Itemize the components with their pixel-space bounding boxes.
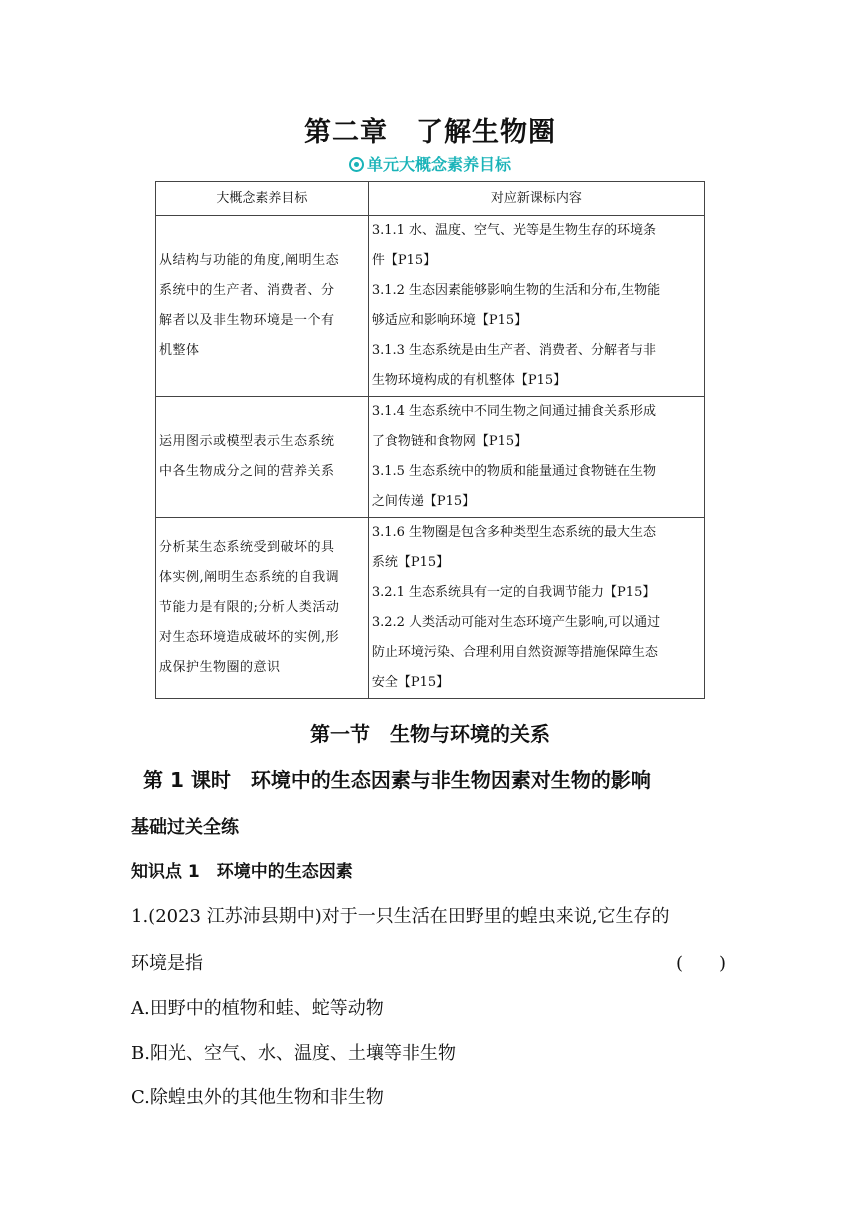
lesson-title: 第 1 课时 环境中的生态因素与非生物因素对生物的影响 (143, 768, 651, 792)
basic-practice-heading: 基础过关全练 (131, 817, 239, 838)
goal-line: 中各生物成分之间的营养关系 (159, 464, 335, 479)
goal-cell (156, 518, 369, 699)
content-cell (368, 518, 704, 699)
content-line: 够适应和影响环境【P15】 (371, 313, 528, 328)
content-line: 3.1.2 生态因素能够影响生物的生活和分布,生物能 (371, 283, 661, 298)
content-line: 3.1.5 生态系统中的物质和能量通过食物链在生物 (371, 464, 657, 479)
option-c: C.除蝗虫外的其他生物和非生物 (131, 1087, 384, 1108)
answer-parentheses: ( ) (676, 953, 727, 974)
content-line: 件【P15】 (371, 253, 437, 268)
table-header-row (156, 182, 705, 216)
option-a: A.田野中的植物和蛙、蛇等动物 (131, 998, 384, 1019)
goal-line: 成保护生物圈的意识 (159, 660, 281, 675)
question-stem-line1: 1.(2023 江苏沛县期中)对于一只生活在田野里的蝗虫来说,它生存的 (131, 906, 670, 927)
header-goal: 大概念素养目标 (156, 182, 369, 216)
goal-line: 运用图示或模型表示生态系统 (159, 434, 335, 449)
goal-line: 分析某生态系统受到破坏的具 (159, 540, 335, 555)
knowledge-point-heading: 知识点 1 环境中的生态因素 (131, 862, 353, 882)
goal-line: 解者以及非生物环境是一个有 (159, 313, 335, 328)
content-line: 3.1.4 生态系统中不同生物之间通过捕食关系形成 (371, 404, 657, 419)
content-line: 生物环境构成的有机整体【P15】 (371, 373, 567, 388)
content-line: 3.2.1 生态系统具有一定的自我调节能力【P15】 (371, 585, 656, 600)
content-line: 了食物链和食物网【P15】 (371, 434, 528, 449)
goal-line: 机整体 (159, 343, 200, 358)
content-line: 之间传递【P15】 (371, 494, 476, 509)
chapter-title: 第二章 了解生物圈 (304, 117, 556, 148)
section-title: 第一节 生物与环境的关系 (310, 722, 550, 746)
goal-cell (156, 397, 369, 518)
subtitle-text: 单元大概念素养目标 (366, 155, 511, 174)
header-content: 对应新课标内容 (368, 182, 704, 216)
content-line: 安全【P15】 (371, 675, 450, 690)
goals-table (155, 181, 705, 699)
table-row (156, 216, 705, 397)
content-line: 防止环境污染、合理利用自然资源等措施保障生态 (371, 645, 658, 660)
goal-line: 体实例,阐明生态系统的自我调 (159, 570, 340, 585)
content-line: 3.2.2 人类活动可能对生态环境产生影响,可以通过 (371, 615, 661, 630)
unit-goal-subtitle (0, 152, 860, 175)
table-row (156, 397, 705, 518)
option-b: B.阳光、空气、水、温度、土壤等非生物 (131, 1043, 456, 1064)
content-cell (368, 397, 704, 518)
content-line: 3.1.6 生物圈是包含多种类型生态系统的最大生态 (371, 525, 657, 540)
content-cell (368, 216, 704, 397)
goal-line: 从结构与功能的角度,阐明生态 (159, 253, 340, 268)
goal-line: 对生态环境造成破坏的实例,形 (159, 630, 340, 645)
content-line: 3.1.3 生态系统是由生产者、消费者、分解者与非 (371, 343, 657, 358)
goal-cell (156, 216, 369, 397)
target-icon (349, 157, 364, 172)
content-line: 3.1.1 水、温度、空气、光等是生物生存的环境条 (371, 223, 657, 238)
goal-line: 节能力是有限的;分析人类活动 (159, 600, 340, 615)
question-stem-line2: 环境是指 (131, 953, 203, 974)
content-line: 系统【P15】 (371, 555, 450, 570)
goal-line: 系统中的生产者、消费者、分 (159, 283, 335, 298)
table-row (156, 518, 705, 699)
